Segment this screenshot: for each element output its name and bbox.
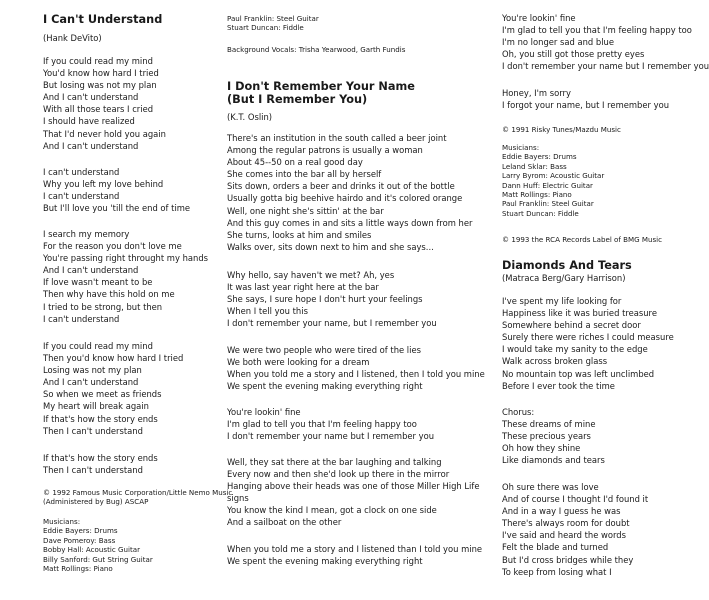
musician-credits bbox=[43, 517, 153, 573]
lyric-line: And I can't understand bbox=[43, 140, 139, 151]
lyric-line: And I can't understand bbox=[43, 265, 139, 276]
lyric-line: Like diamonds and tears bbox=[502, 455, 605, 466]
lyric-line: Before I ever took the time bbox=[502, 380, 615, 391]
musician-credit: Matt Rollings: Piano bbox=[43, 563, 113, 573]
lyric-line: I don't remember your name but I remember you bbox=[227, 431, 435, 442]
label-copyright: © 1993 the RCA Records Label of BMG Music bbox=[502, 235, 663, 244]
lyric-stanza bbox=[227, 269, 437, 329]
lyric-line: We both were looking for a dream bbox=[227, 357, 370, 368]
musician-credit: Dann Huff: Electric Guitar bbox=[502, 180, 593, 190]
musician-credit: Eddie Bayers: Drums bbox=[43, 526, 118, 536]
lyric-line: If that's how the story ends bbox=[43, 413, 158, 424]
lyric-line: I've spent my life looking for bbox=[502, 296, 622, 306]
musician-credits bbox=[227, 14, 319, 33]
lyric-line: If love wasn't meant to be bbox=[43, 277, 153, 288]
lyric-line: Then you'd know how hard I tried bbox=[43, 353, 184, 364]
lyric-line: I've said and heard the words bbox=[502, 530, 626, 541]
lyric-line: But losing was not my plan bbox=[43, 80, 157, 91]
chorus-label: Chorus: bbox=[502, 407, 535, 417]
lyric-line: When you told me a story and I listened, then I told you mine bbox=[227, 369, 485, 380]
lyric-line: You're passing right throught my hands bbox=[43, 253, 208, 264]
lyric-line: My heart will break again bbox=[43, 401, 149, 412]
lyric-line: Then I can't understand bbox=[43, 425, 143, 436]
lyric-line: That I'd never hold you again bbox=[43, 128, 166, 139]
lyric-line: And this guy comes in and sits a little ways down from her bbox=[227, 217, 473, 228]
lyric-line: But I'd cross bridges while they bbox=[502, 554, 634, 565]
song-author: (Hank DeVito) bbox=[43, 33, 102, 43]
lyric-stanza bbox=[227, 543, 482, 567]
musician-credit: Larry Byrom: Acoustic Guitar bbox=[502, 171, 605, 181]
lyric-line: We spent the evening making everything right bbox=[227, 381, 423, 392]
lyric-line: I can't understand bbox=[43, 167, 120, 177]
song-author: (Matraca Berg/Gary Harrison) bbox=[502, 273, 626, 283]
lyric-line: If you could read my mind bbox=[43, 56, 153, 66]
lyric-stanza bbox=[43, 228, 208, 325]
lyric-line: She turns, looks at him and smiles bbox=[227, 229, 372, 240]
lyric-line: There's an institution in the south called a beer joint bbox=[227, 133, 447, 143]
musician-credit: Stuart Duncan: Fiddle bbox=[502, 208, 579, 218]
lyric-line: These dreams of mine bbox=[502, 419, 596, 430]
lyric-line: Hanging above their heads was one of those Miller High Life bbox=[227, 481, 480, 492]
lyric-line: Oh sure there was love bbox=[502, 482, 599, 492]
lyric-stanza bbox=[227, 344, 485, 392]
musician-credits bbox=[502, 143, 604, 218]
lyric-line: Oh how they shine bbox=[502, 443, 581, 454]
lyric-stanza bbox=[43, 452, 158, 476]
lyric-line: If you could read my mind bbox=[43, 341, 153, 351]
lyric-line: We were two people who were tired of the lies bbox=[227, 345, 421, 355]
copyright-line: (Administered by Bug) ASCAP bbox=[43, 497, 149, 507]
musician-credit: Paul Franklin: Steel Guitar bbox=[227, 14, 319, 23]
musician-credit: Leland Sklar: Bass bbox=[502, 161, 567, 171]
lyric-line: I tried to be strong, but then bbox=[43, 301, 163, 312]
lyric-line: Honey, I'm sorry bbox=[502, 88, 571, 98]
song-title-line: (But I Remember You) bbox=[227, 93, 368, 106]
lyric-line: Well, they sat there at the bar laughing and talking bbox=[227, 457, 442, 467]
musician-credit: Eddie Bayers: Drums bbox=[502, 152, 577, 162]
lyric-line: Sits down, orders a beer and drinks it out of the bottle bbox=[227, 181, 455, 192]
lyric-line: Why you left my love behind bbox=[43, 179, 164, 190]
lyric-line: Walks over, sits down next to him and she says... bbox=[227, 241, 434, 252]
lyric-line: I forgot your name, but I remember you bbox=[502, 100, 670, 111]
lyric-line: And I can't understand bbox=[43, 377, 139, 388]
musician-credit: Stuart Duncan: Fiddle bbox=[227, 23, 304, 33]
lyric-line: These precious years bbox=[502, 431, 591, 442]
lyric-line: If that's how the story ends bbox=[43, 453, 158, 463]
lyric-line: And I can't understand bbox=[43, 92, 139, 103]
lyric-line: Then why have this hold on me bbox=[43, 289, 175, 300]
lyric-stanza bbox=[43, 340, 183, 437]
lyric-line: Walk across broken glass bbox=[502, 356, 608, 367]
musicians-label: Musicians: bbox=[502, 143, 540, 152]
lyric-stanza bbox=[43, 55, 166, 152]
background-vocals-credit: Background Vocals: Trisha Yearwood, Garth Fundis bbox=[227, 45, 406, 54]
lyric-line: I can't understand bbox=[43, 313, 120, 324]
chorus bbox=[502, 406, 605, 466]
lyric-stanza bbox=[502, 481, 648, 578]
musician-credit: Dave Pomeroy: Bass bbox=[43, 535, 116, 545]
lyric-line: She says, I sure hope I don't hurt your feelings bbox=[227, 294, 423, 305]
copyright-line: © 1992 Famous Music Corporation/Little Nemo Music bbox=[43, 488, 233, 497]
song-author: (K.T. Oslin) bbox=[227, 112, 273, 122]
lyric-line: With all those tears I cried bbox=[43, 104, 154, 115]
lyric-line: I would take my sanity to the edge bbox=[502, 344, 648, 355]
lyric-stanza bbox=[43, 166, 190, 214]
lyric-line: Well, one night she's sittin' at the bar bbox=[227, 205, 384, 216]
lyric-line: I'm glad to tell you that I'm feeling happy too bbox=[502, 25, 692, 36]
lyric-line: No mountain top was left unclimbed bbox=[502, 368, 655, 379]
lyric-stanza bbox=[502, 12, 709, 72]
lyric-line: Then I can't understand bbox=[43, 465, 143, 476]
song-title: I Can't Understand bbox=[43, 13, 163, 26]
lyric-line: When I tell you this bbox=[227, 306, 308, 317]
lyric-line: Surely there were riches I could measure bbox=[502, 332, 674, 343]
musician-credit: Billy Sanford: Gut String Guitar bbox=[43, 554, 153, 564]
song-title-line: I Don't Remember Your Name bbox=[227, 80, 415, 93]
musician-credit: Paul Franklin: Steel Guitar bbox=[502, 199, 594, 209]
lyric-line: We spent the evening making everything right bbox=[227, 556, 423, 567]
lyric-line: Felt the blade and turned bbox=[502, 542, 609, 553]
lyric-line: Usually gotta big beehive hairdo and it's colored orange bbox=[227, 193, 463, 204]
lyric-line: Among the regular patrons is usually a woman bbox=[227, 145, 423, 156]
lyric-stanza bbox=[227, 132, 472, 253]
lyric-stanza bbox=[502, 295, 674, 392]
lyric-stanza bbox=[502, 87, 669, 111]
lyric-line: You'd know how hard I tried bbox=[43, 68, 159, 79]
lyric-line: I search my memory bbox=[43, 229, 130, 239]
lyric-line: Happiness like it was buried treasure bbox=[502, 308, 657, 319]
lyric-line: I'm no longer sad and blue bbox=[502, 37, 615, 48]
lyric-line: Losing was not my plan bbox=[43, 365, 142, 376]
lyric-line: For the reason you don't love me bbox=[43, 241, 182, 252]
lyric-line: I don't remember your name, but I remember you bbox=[227, 318, 437, 329]
lyric-line: Somewhere behind a secret door bbox=[502, 320, 641, 331]
musician-credit: Matt Rollings: Piano bbox=[502, 189, 572, 199]
lyric-line: I should have realized bbox=[43, 116, 135, 127]
lyric-line: You're lookin' fine bbox=[502, 13, 576, 23]
lyric-line: You're lookin' fine bbox=[227, 407, 301, 417]
lyric-line: And of course I thought I'd found it bbox=[502, 494, 649, 505]
lyric-line: And in a way I guess he was bbox=[502, 506, 621, 517]
lyric-line: So when we meet as friends bbox=[43, 389, 162, 400]
lyric-line: But I'll love you 'till the end of time bbox=[43, 203, 191, 214]
lyric-line: It was last year right here at the bar bbox=[227, 282, 379, 293]
lyric-line: To keep from losing what I bbox=[502, 566, 612, 577]
copyright-notice bbox=[43, 488, 232, 507]
lyric-line: I can't understand bbox=[43, 191, 120, 202]
musician-credit: Bobby Hall: Acoustic Guitar bbox=[43, 545, 141, 555]
musicians-label: Musicians: bbox=[43, 517, 81, 526]
lyric-stanza bbox=[227, 406, 434, 442]
lyric-line: About 45--50 on a real good day bbox=[227, 157, 363, 168]
lyric-line: When you told me a story and I listened than I told you mine bbox=[227, 544, 483, 554]
copyright-notice: © 1991 Risky Tunes/Mazdu Music bbox=[502, 125, 621, 134]
lyric-line: She comes into the bar all by herself bbox=[227, 169, 382, 180]
lyric-line: You know the kind I mean, got a clock on one side bbox=[227, 505, 437, 516]
lyric-stanza bbox=[227, 456, 479, 529]
lyric-line: signs bbox=[227, 493, 249, 504]
lyric-line: Every now and then she'd look up there in the mirror bbox=[227, 469, 450, 480]
lyric-line: Why hello, say haven't we met? Ah, yes bbox=[227, 270, 395, 280]
lyric-line: There's always room for doubt bbox=[502, 518, 630, 529]
lyric-line: I don't remember your name but I remember you bbox=[502, 61, 709, 72]
lyric-line: And a sailboat on the other bbox=[227, 517, 342, 528]
song-title bbox=[227, 80, 415, 106]
song-title: Diamonds And Tears bbox=[502, 259, 632, 272]
lyric-line: I'm glad to tell you that I'm feeling happy too bbox=[227, 419, 417, 430]
lyric-line: Oh, you still got those pretty eyes bbox=[502, 49, 645, 60]
